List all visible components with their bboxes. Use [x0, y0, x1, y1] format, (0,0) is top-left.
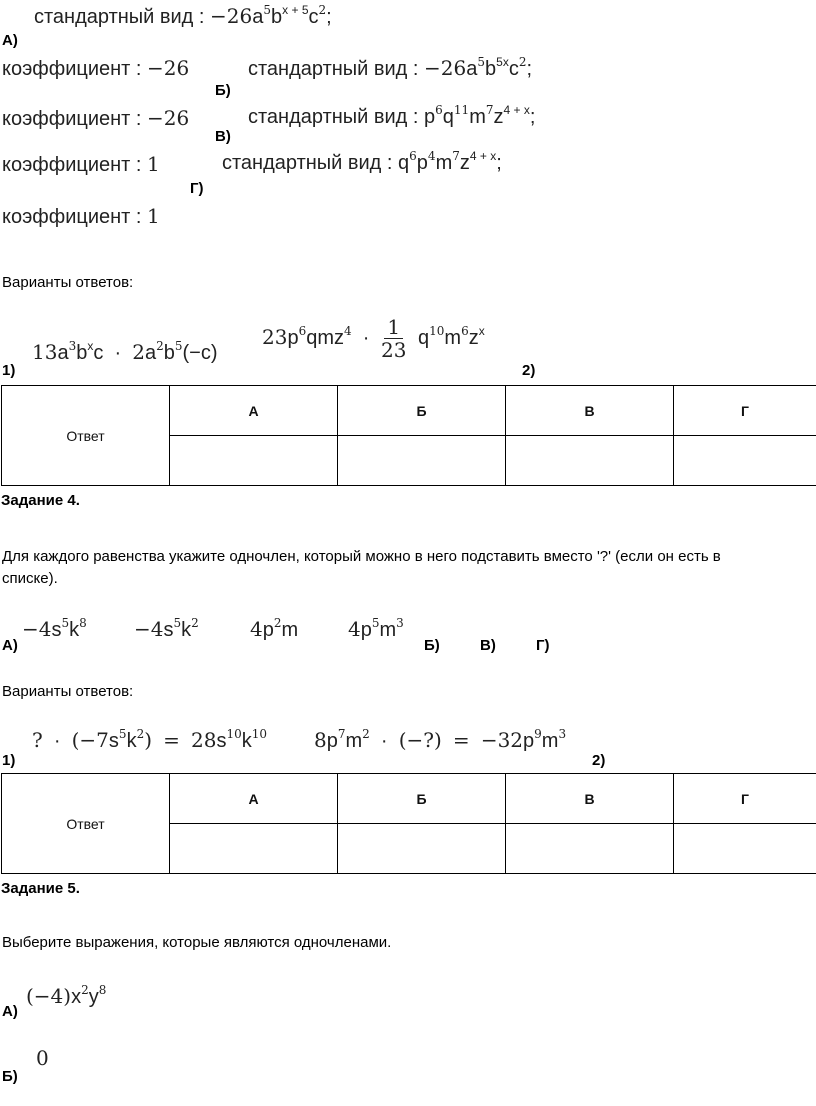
answer-row-label: Ответ — [2, 386, 170, 486]
standard-form-label: стандартный вид : — [34, 6, 205, 28]
option-label-a: А) — [2, 32, 18, 49]
coefficient-c: коэффициент : 1 — [2, 152, 160, 176]
task-5-option-b-label: Б) — [2, 1068, 18, 1085]
answer-cell-d[interactable] — [674, 824, 816, 874]
variants-title-3: Варианты ответов: — [2, 274, 134, 291]
task-5-prompt: Выберите выражения, которые являются одночленами. — [2, 934, 392, 951]
col-header-a: А — [170, 774, 338, 824]
task-4-prompt: Для каждого равенства укажите одночлен, который можно в него подставить вместо '?' (если он есть в — [2, 548, 721, 565]
col-header-c: В — [506, 386, 674, 436]
task-4-option-b-label: Б) — [424, 637, 440, 654]
answer-cell-b[interactable] — [338, 824, 506, 874]
answer-cell-d[interactable] — [674, 436, 816, 486]
variant-1-label: 1) — [2, 362, 16, 379]
equation-2: $8p^7m^2$ · (−?) = $-32p^9m^3$ — [314, 727, 567, 752]
variant-2-expression: $23p^6qmz^4$ · $\frac{1}{23}$ $q^{10}m^6z^x$ — [262, 315, 485, 362]
col-header-b: Б — [338, 386, 506, 436]
answer-row-label: Ответ — [2, 774, 170, 874]
task-4-option-d-label: Г) — [536, 637, 550, 654]
variant-1-expression: $13a^3b^xc \cdot 2a^2b^5(-c)$ — [32, 339, 218, 364]
task-4-option-a-label: А) — [2, 637, 18, 654]
variant-2-label: 2) — [522, 362, 536, 379]
task-4-option-a-expression: $-4s^5k^8$ — [22, 616, 87, 641]
col-header-d: Г — [674, 774, 816, 824]
col-header-b: Б — [338, 774, 506, 824]
answer-table-4 — [1, 773, 816, 874]
task-4-prompt-continued: списке). — [2, 570, 58, 587]
col-header-a: А — [170, 386, 338, 436]
answer-cell-c[interactable] — [506, 824, 674, 874]
task-5-option-b-expression: 0 — [36, 1046, 49, 1070]
task-4-heading: Задание 4. — [1, 492, 80, 509]
standard-form-b: стандартный вид : $-26a^5b^{5x}c^2$; — [248, 55, 533, 80]
equation-1-label: 1) — [2, 752, 16, 769]
task-5-option-a-label: А) — [2, 1003, 18, 1020]
task-4-option-c-expression: $4p^2m$ — [250, 616, 299, 641]
answer-cell-c[interactable] — [506, 436, 674, 486]
variants-title-4: Варианты ответов: — [2, 683, 134, 700]
col-header-c: В — [506, 774, 674, 824]
task-4-option-b-expression: $-4s^5k^2$ — [134, 616, 199, 641]
task-4-option-d-expression: $4p^5m^3$ — [348, 616, 404, 641]
answer-cell-b[interactable] — [338, 436, 506, 486]
equation-1: ? · $(-7s^5k^2) = 28s^{10}k^{10}$ — [32, 727, 268, 752]
coefficient-d: коэффициент : 1 — [2, 204, 160, 228]
fraction-one-over-23: $\frac{1}{23}$ — [381, 315, 407, 362]
answer-cell-a[interactable] — [170, 824, 338, 874]
task-5-option-a-expression: $(-4)x^2y^8$ — [26, 983, 107, 1008]
answer-table-3 — [1, 385, 816, 486]
option-label-d: Г) — [190, 180, 204, 197]
task-4-option-c-label: В) — [480, 637, 496, 654]
standard-form-a: стандартный вид : $-26a^5b^{x + 5}c^2$; — [34, 3, 332, 28]
standard-form-c: стандартный вид : $p^6q^{11}m^7z^{4 + x}$; — [248, 103, 536, 128]
task-5-heading: Задание 5. — [1, 880, 80, 897]
option-label-b: Б) — [215, 82, 231, 99]
answer-cell-a[interactable] — [170, 436, 338, 486]
option-label-c: В) — [215, 128, 231, 145]
equation-2-label: 2) — [592, 752, 606, 769]
standard-form-d: стандартный вид : $q^6p^4m^7z^{4 + x}$; — [222, 149, 502, 174]
col-header-d: Г — [674, 386, 816, 436]
coefficient-a: коэффициент : −26 — [2, 56, 190, 80]
coefficient-b: коэффициент : −26 — [2, 106, 190, 130]
